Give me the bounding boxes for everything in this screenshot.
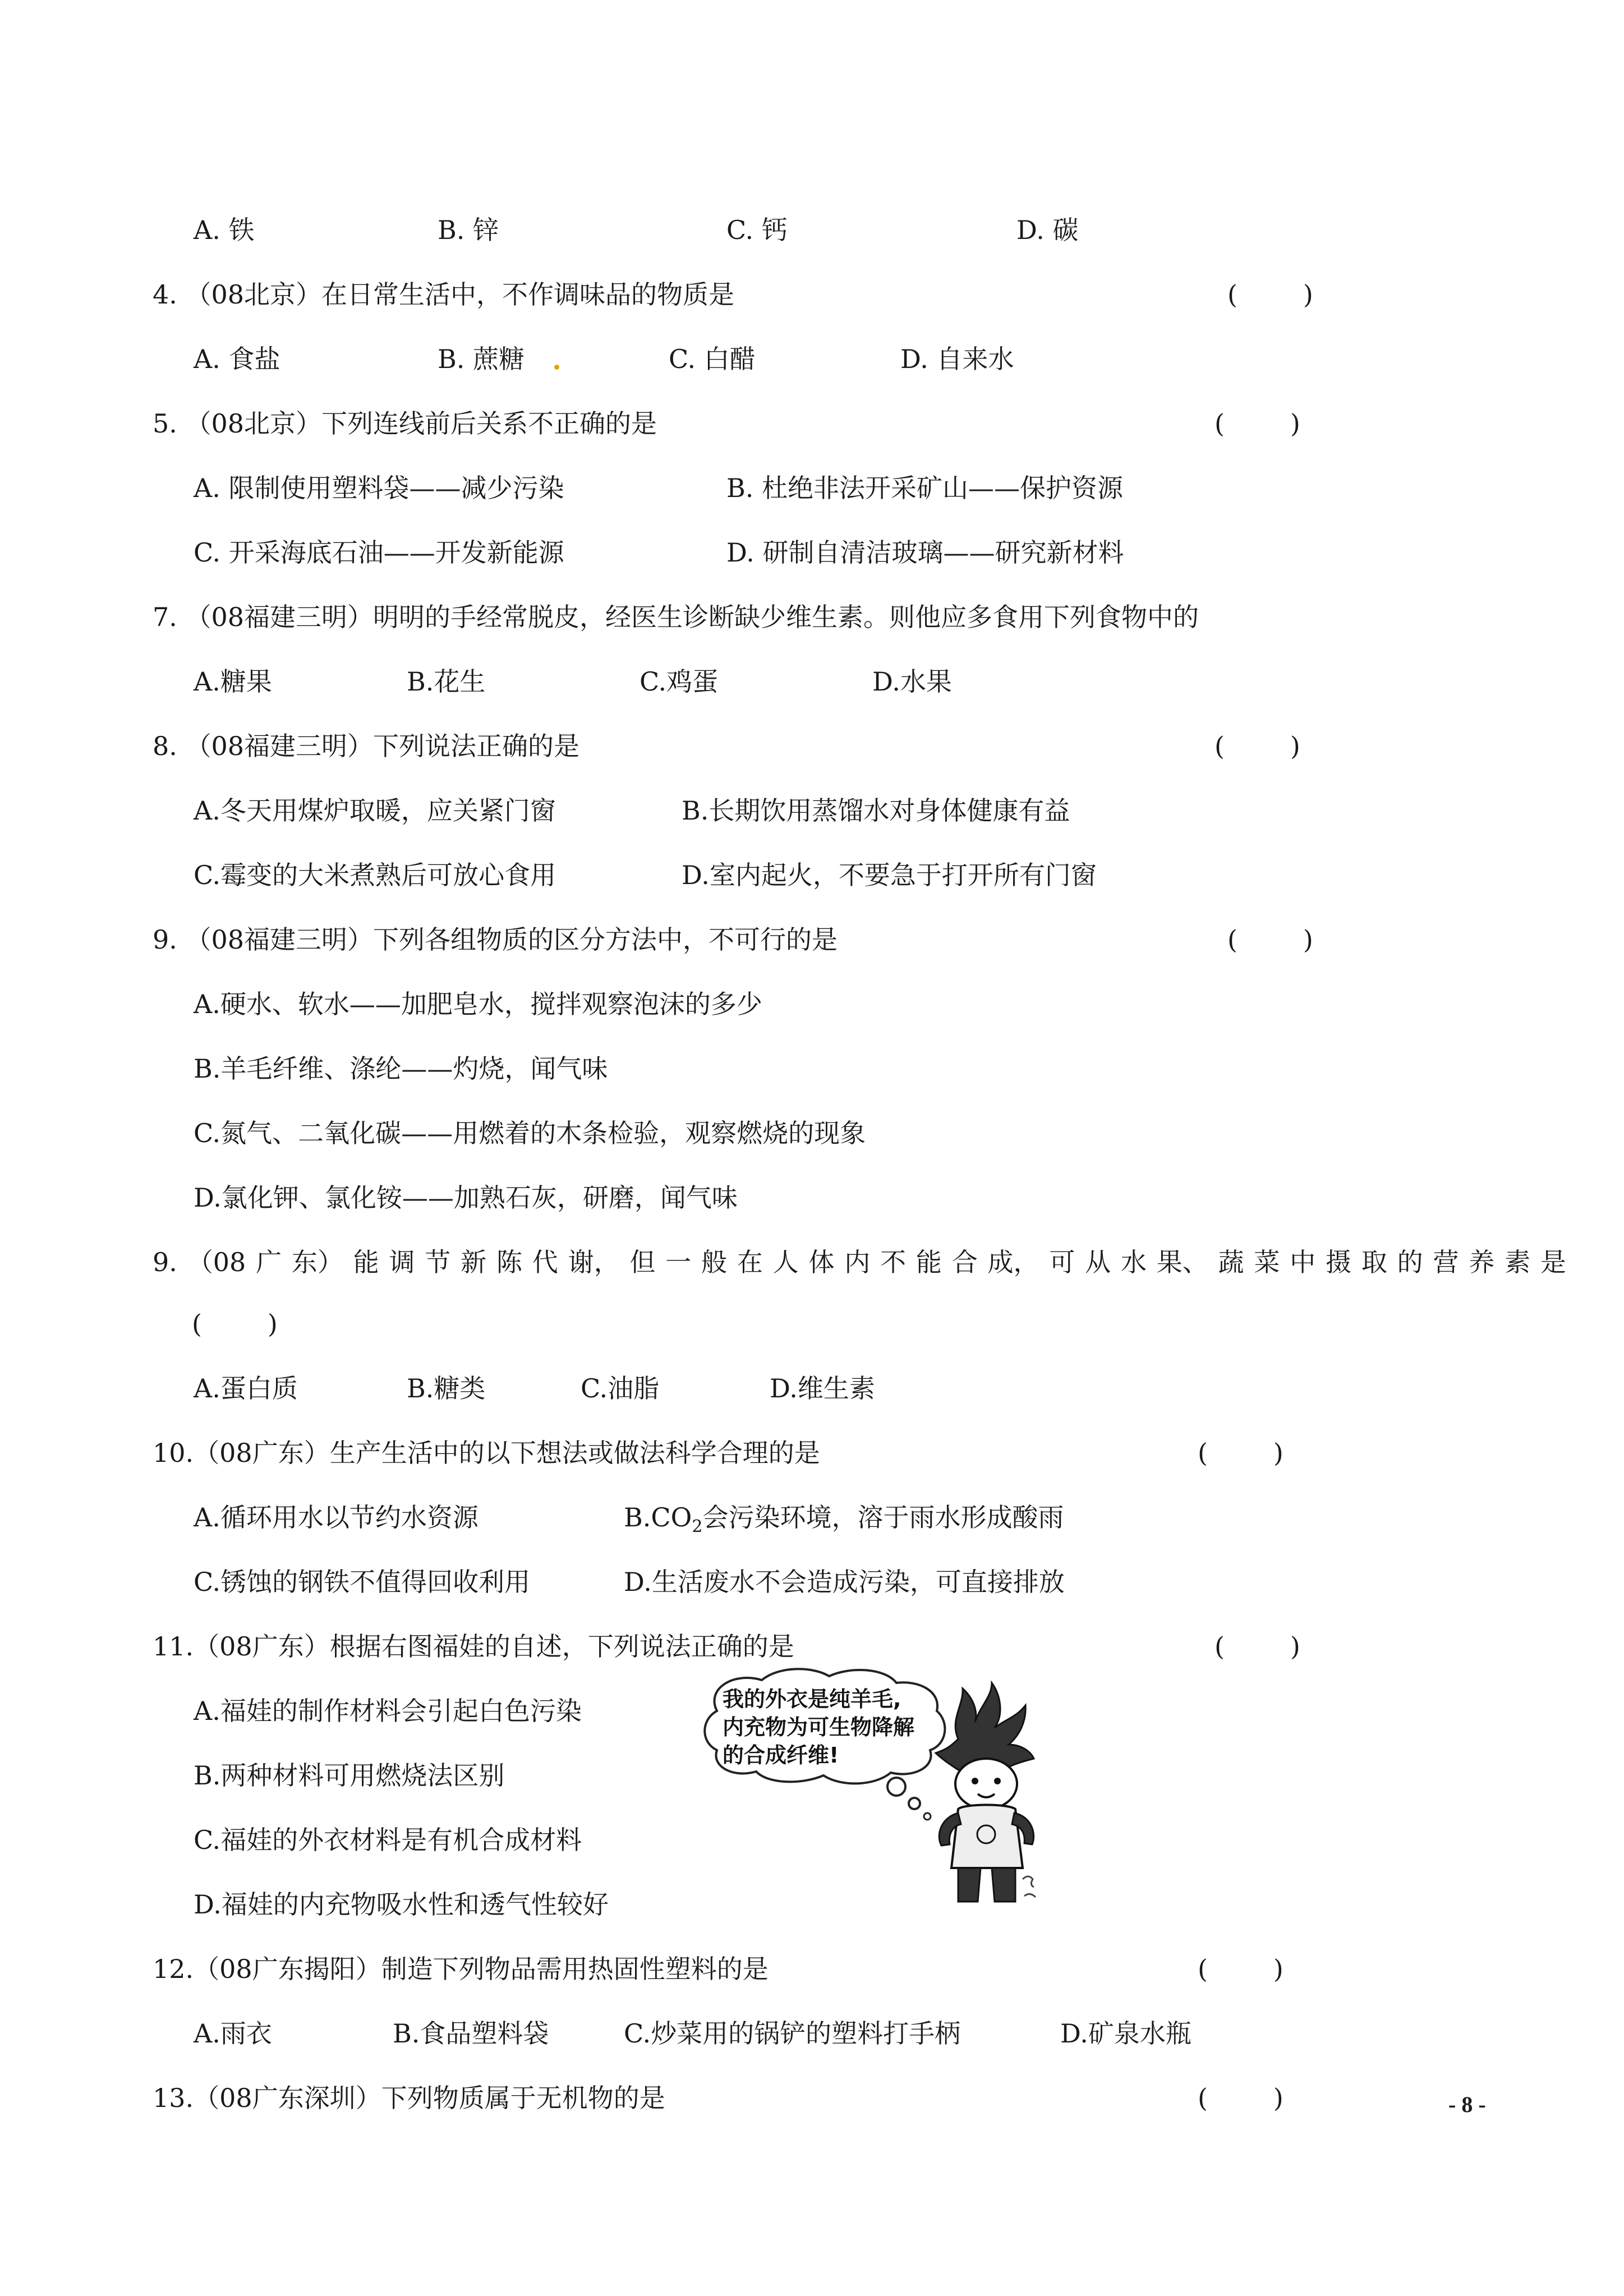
q5-option-a: A. 限制使用塑料袋——减少污染 <box>194 473 564 503</box>
q4-stem: 4. （08北京）在日常生活中，不作调味品的物质是 <box>153 279 735 310</box>
q8-option-d: D.室内起火，不要急于打开所有门窗 <box>682 860 1097 890</box>
q9a-option-d-row <box>0 1175 1624 1220</box>
right-leg-icon <box>992 1868 1015 1902</box>
q8-stem: 8. （08福建三明）下列说法正确的是 <box>153 731 580 761</box>
speech-line-1: 我的外衣是纯羊毛, <box>723 1687 901 1711</box>
q8-answer-blank: ( ) <box>1214 731 1300 761</box>
q11-option-b: B.两种材料可用燃烧法区别 <box>194 1760 505 1791</box>
q9b-stem-segment: 能 <box>915 1247 942 1277</box>
q9b-stem-segment: 营 <box>1433 1247 1459 1277</box>
body-icon <box>951 1805 1023 1869</box>
bubble-dot-small <box>924 1813 931 1820</box>
q7-options-row <box>0 659 1624 704</box>
q8-option-c: C.霉变的大米煮熟后可放心食用 <box>194 860 556 890</box>
q9b-stem-segment: 成， <box>987 1247 1039 1277</box>
q5-option-b: B. 杜绝非法开采矿山——保护资源 <box>726 473 1124 503</box>
q9b-answer-row <box>0 1301 1624 1346</box>
left-leg-icon <box>958 1868 981 1902</box>
q4-option-c: C. 白醋 <box>669 344 756 374</box>
q9b-stem-segment: （08 <box>187 1247 246 1277</box>
q5-stem-row <box>0 401 1624 446</box>
q10-answer-blank: ( ) <box>1198 1438 1283 1468</box>
q12-options-row <box>0 2011 1624 2056</box>
q13-answer-blank: ( ) <box>1198 2083 1283 2113</box>
q9b-stem-segment: 取 <box>1361 1247 1387 1277</box>
q9a-option-d: D.氯化钾、氯化铵——加熟石灰，研磨，闻气味 <box>194 1182 738 1213</box>
q13-stem-row <box>0 2076 1624 2120</box>
q9b-stem-segment: 养 <box>1469 1247 1495 1277</box>
q10-stem: 10.（08广东）生产生活中的以下想法或做法科学合理的是 <box>153 1438 820 1468</box>
q3-option-d: D. 碳 <box>1016 215 1079 245</box>
q4-stem-row <box>0 272 1624 317</box>
q11-stem-row <box>0 1624 1624 1669</box>
q9a-answer-blank: ( ) <box>1227 924 1313 955</box>
q12-stem: 12.（08广东揭阳）制造下列物品需用热固性塑料的是 <box>153 1954 769 1984</box>
q9a-option-b: B.羊毛纤维、涤纶——灼烧，闻气味 <box>194 1053 608 1084</box>
right-eye-icon <box>994 1778 1001 1784</box>
q9b-stem-segment: 体 <box>808 1247 835 1277</box>
q7-option-a: A.糖果 <box>194 666 272 697</box>
q9b-stem-segment: 水 <box>1120 1247 1147 1277</box>
q9b-stem-segment: 广 <box>256 1247 282 1277</box>
left-eye-icon <box>972 1778 978 1784</box>
q10-option-d: D.生活废水不会造成污染，可直接排放 <box>624 1567 1065 1597</box>
q9b-stem-segment: 陈 <box>496 1247 522 1277</box>
q9a-stem: 9. （08福建三明）下列各组物质的区分方法中，不可行的是 <box>153 924 838 955</box>
q12-option-d: D.矿泉水瓶 <box>1060 2018 1191 2049</box>
q9b-stem-segment: 一 <box>665 1247 692 1277</box>
highlight-dot <box>554 365 559 370</box>
q10-option-b-rest: 会污染环境，溶于雨水形成酸雨 <box>702 1502 1064 1533</box>
q11-stem: 11.（08广东）根据右图福娃的自述，下列说法正确的是 <box>153 1631 794 1662</box>
q9b-stem-segment: 蔬 <box>1218 1247 1244 1277</box>
q9b-stem-segment: 中 <box>1290 1247 1316 1277</box>
q8-options-row-1 <box>0 788 1624 833</box>
q3-options-row <box>0 208 1624 252</box>
q9b-stem-segment: 合 <box>951 1247 978 1277</box>
q5-options-row-1 <box>0 466 1624 510</box>
q9b-stem-segment: 菜 <box>1254 1247 1280 1277</box>
q9b-option-b: B.糖类 <box>407 1373 486 1404</box>
bubble-dot-medium <box>909 1798 920 1809</box>
q9b-stem-segment: 从 <box>1085 1247 1111 1277</box>
q3-option-b: B. 锌 <box>438 215 499 245</box>
q9b-stem-segment: 在 <box>737 1247 763 1277</box>
q9a-stem-row <box>0 917 1624 962</box>
q10-options-row-2 <box>0 1559 1624 1604</box>
q9b-stem-segment: 素 <box>1505 1247 1531 1277</box>
q9a-option-a-row <box>0 982 1624 1027</box>
q5-option-c: C. 开采海底石油——开发新能源 <box>194 537 564 568</box>
q9b-stem-segment: 摄 <box>1326 1247 1351 1277</box>
bubble-dot-large <box>887 1778 905 1796</box>
face-icon <box>955 1759 1017 1809</box>
q9b-option-d: D.维生素 <box>770 1373 875 1404</box>
speech-line-2: 内充物为可生物降解 <box>723 1715 915 1740</box>
q9b-stem-segment: 可 <box>1049 1247 1075 1277</box>
q9b-stem-segment: 节 <box>425 1247 451 1277</box>
q9a-option-c-row <box>0 1111 1624 1156</box>
q10-option-b-subscript: 2 <box>692 1517 703 1536</box>
q9b-option-c: C.油脂 <box>581 1373 660 1404</box>
q8-option-b: B.长期饮用蒸馏水对身体健康有益 <box>682 795 1070 826</box>
q9b-stem-segment: 但 <box>629 1247 656 1277</box>
q4-option-b: B. 蔗糖 <box>438 344 525 374</box>
q7-stem: 7. （08福建三明）明明的手经常脱皮，经医生诊断缺少维生素。则他应多食用下列食物中的 <box>153 602 1199 632</box>
q9b-stem-segment: 是 <box>1540 1247 1566 1277</box>
q4-option-a: A. 食盐 <box>194 344 280 374</box>
fuwa-illustration <box>694 1666 1042 1924</box>
q9b-stem-segment: 不 <box>880 1247 907 1277</box>
q9b-stem-segment: 调 <box>389 1247 415 1277</box>
q9a-option-c: C.氮气、二氧化碳——用燃着的木条检验，观察燃烧的现象 <box>194 1118 866 1148</box>
q9b-stem-segment: 的 <box>1397 1247 1423 1277</box>
q9b-options-row <box>0 1366 1624 1411</box>
q13-stem: 13.（08广东深圳）下列物质属于无机物的是 <box>153 2083 665 2113</box>
q8-stem-row <box>0 724 1624 769</box>
q9b-stem <box>153 1240 1566 1285</box>
q8-options-row-2 <box>0 853 1624 898</box>
q3-option-a: A. 铁 <box>194 215 255 245</box>
q9b-answer-blank: ( ) <box>192 1309 278 1339</box>
q9b-stem-segment: 能 <box>353 1247 379 1277</box>
q9b-stem-segment: 内 <box>844 1247 871 1277</box>
q8-option-a: A.冬天用煤炉取暖，应关紧门窗 <box>194 795 556 826</box>
q12-option-a: A.雨衣 <box>194 2018 272 2049</box>
q10-stem-row <box>0 1430 1624 1475</box>
q9b-stem-segment: 东） <box>291 1247 343 1277</box>
q7-option-d: D.水果 <box>872 666 952 697</box>
q4-option-d: D. 自来水 <box>900 344 1014 374</box>
q9b-stem-segment: 果、 <box>1156 1247 1208 1277</box>
q7-stem-row <box>0 595 1624 639</box>
q11-option-d: D.福娃的内充物吸水性和透气性较好 <box>194 1889 609 1920</box>
q9b-stem-segment: 新 <box>461 1247 487 1277</box>
q5-option-d: D. 研制自清洁玻璃——研究新材料 <box>726 537 1124 568</box>
q9b-stem-segment: 谢， <box>568 1247 620 1277</box>
q9a-option-a: A.硬水、软水——加肥皂水，搅拌观察泡沫的多少 <box>194 989 762 1019</box>
q7-option-c: C.鸡蛋 <box>640 666 719 697</box>
q3-option-c: C. 钙 <box>726 215 788 245</box>
q9a-option-b-row <box>0 1046 1624 1091</box>
q7-option-b: B.花生 <box>407 666 486 697</box>
q9b-stem-segment: 9. <box>153 1247 177 1277</box>
q4-options-row <box>0 337 1624 381</box>
q10-option-c: C.锈蚀的钢铁不值得回收利用 <box>194 1567 531 1597</box>
q12-answer-blank: ( ) <box>1198 1954 1283 1984</box>
fuwa-mascot <box>936 1683 1036 1902</box>
q9b-stem-segment: 般 <box>701 1247 727 1277</box>
speech-line-3: 的合成纤维! <box>723 1743 839 1768</box>
q9b-option-a: A.蛋白质 <box>194 1373 298 1404</box>
q9b-stem-segment: 人 <box>772 1247 799 1277</box>
q4-answer-blank: ( ) <box>1227 279 1313 310</box>
q12-option-b: B.食品塑料袋 <box>393 2018 549 2049</box>
q10-option-b <box>624 1495 1064 1549</box>
q12-stem-row <box>0 1947 1624 1991</box>
q5-stem: 5. （08北京）下列连线前后关系不正确的是 <box>153 408 657 439</box>
q9b-stem-segment: 代 <box>532 1247 558 1277</box>
flame-hair-icon <box>936 1683 1034 1770</box>
q11-option-a: A.福娃的制作材料会引起白色污染 <box>194 1696 582 1726</box>
q11-answer-blank: ( ) <box>1214 1631 1300 1662</box>
q9b-stem-row <box>0 1240 1624 1285</box>
q12-option-c: C.炒菜用的锅铲的塑料打手柄 <box>624 2018 961 2049</box>
q10-option-b-prefix: B.CO <box>624 1502 692 1533</box>
q11-option-c: C.福娃的外衣材料是有机合成材料 <box>194 1825 582 1855</box>
signature-scribble <box>1023 1876 1036 1897</box>
q10-option-a: A.循环用水以节约水资源 <box>194 1502 479 1533</box>
page-number: - 8 - <box>1448 2092 1486 2117</box>
q5-answer-blank: ( ) <box>1214 408 1300 439</box>
q5-options-row-2 <box>0 530 1624 575</box>
q10-options-row-1 <box>0 1495 1624 1540</box>
